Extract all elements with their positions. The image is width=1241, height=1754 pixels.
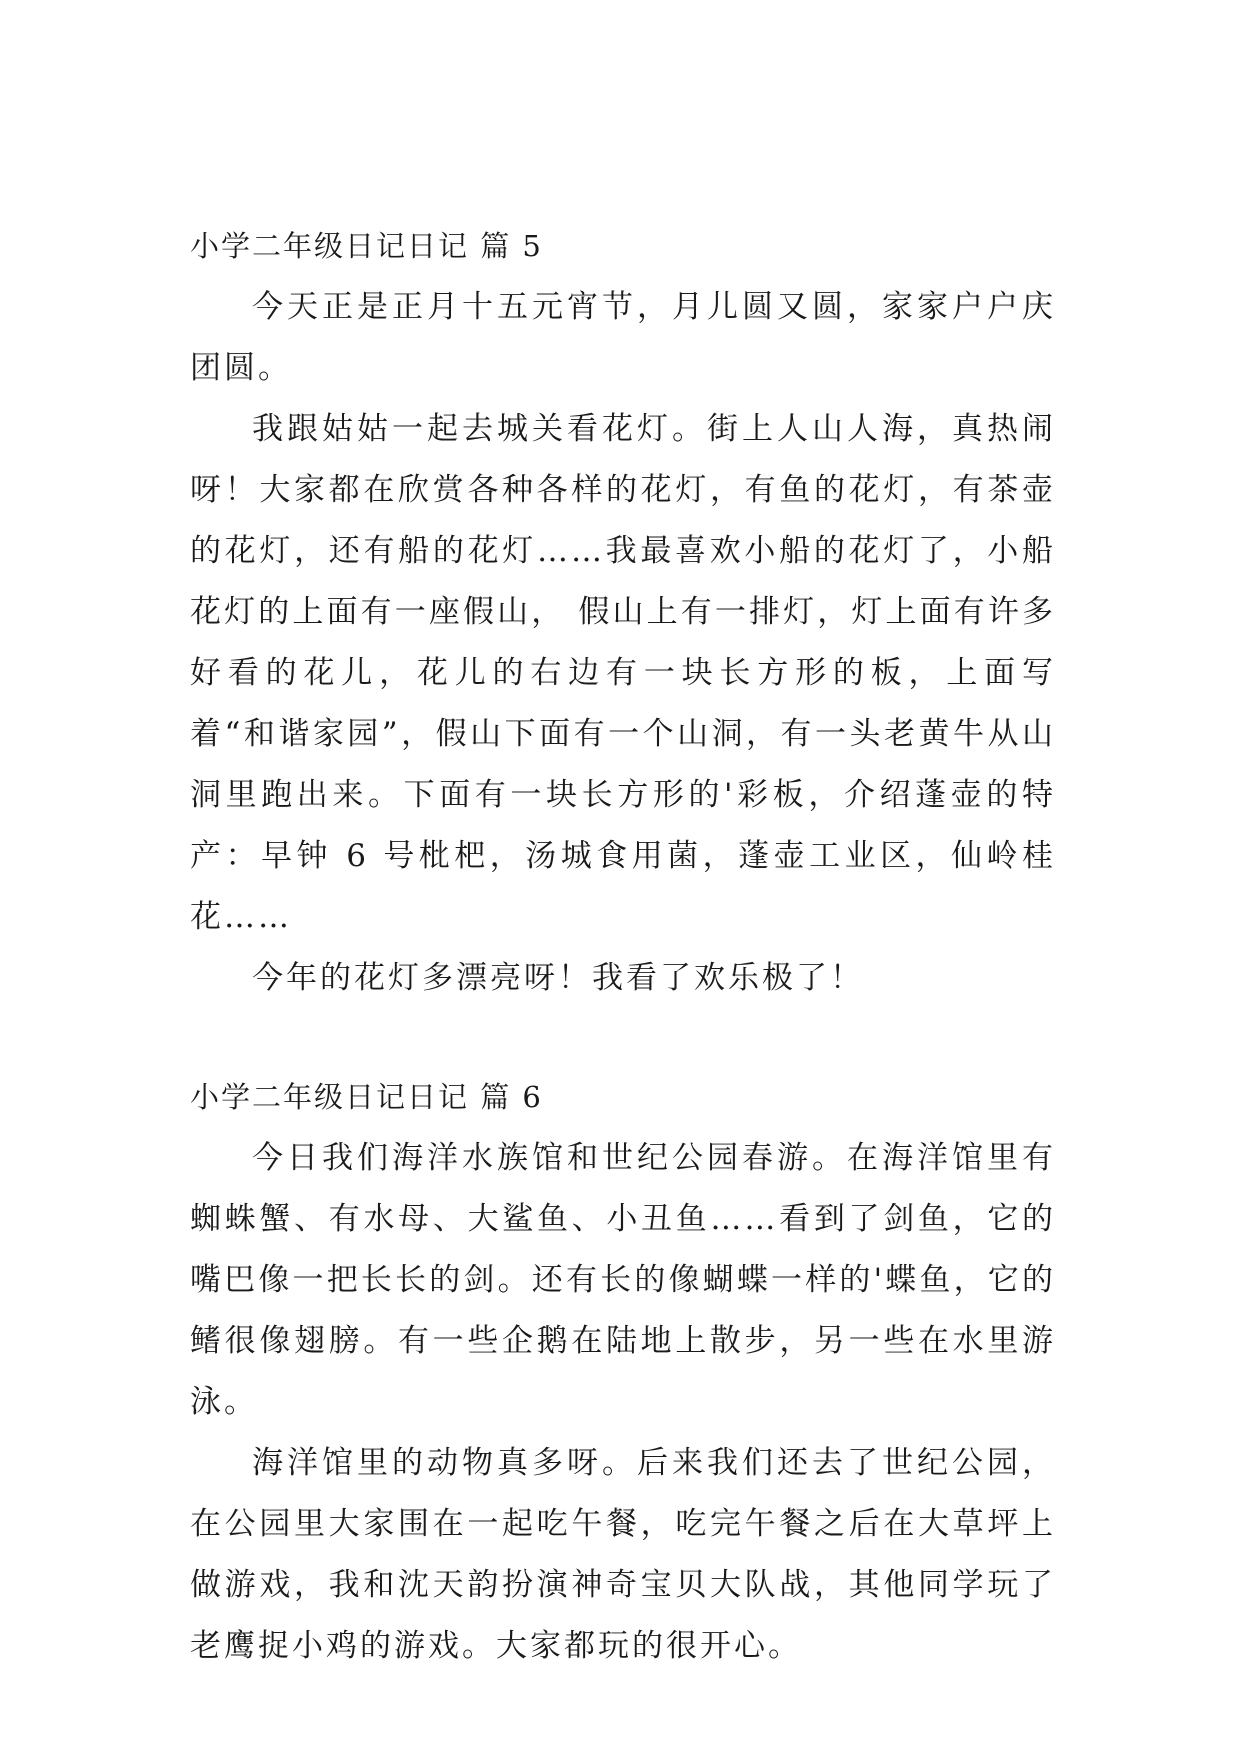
paragraph: 我跟姑姑一起去城关看花灯。街上人山人海，真热闹呀！大家都在欣赏各种各样的花灯，有鱼的花灯，有茶壶的花灯，还有船的花灯……我最喜欢小船的花灯了，小船花灯的上面有一座假山， 假山上有一排灯，灯上面有许多好看的花儿，花儿的右边有一块长方形的板，上面写着“和谐家园”，假山下面有一个山洞，有一头老黄牛从山洞里跑出来。下面有一块长方形的'彩板，介绍蓬壶的特产：早钟 6 号枇杷，汤城食用菌，蓬壶工业区，仙岭桂花…… — [190, 411, 1056, 935]
diary-section-6 — [190, 1067, 1056, 1677]
paragraph: 今天正是正月十五元宵节，月儿圆又圆，家家户户庆团圆。 — [190, 289, 1056, 386]
document-body — [190, 216, 1056, 1677]
paragraph: 海洋馆里的动物真多呀。后来我们还去了世纪公园，在公园里大家围在一起吃午餐，吃完午餐之后在大草坪上做游戏，我和沈天韵扮演神奇宝贝大队战，其他同学玩了老鹰捉小鸡的游戏。大家都玩的很开心。 — [190, 1445, 1056, 1664]
paragraph: 今年的花灯多漂亮呀！我看了欢乐极了！ — [252, 960, 864, 996]
section-title: 小学二年级日记日记 篇 5 — [190, 229, 543, 263]
paragraph: 今日我们海洋水族馆和世纪公园春游。在海洋馆里有蜘蛛蟹、有水母、大鲨鱼、小丑鱼……看到了剑鱼，它的嘴巴像一把长长的剑。还有长的像蝴蝶一样的'蝶鱼，它的鳍很像翅膀。有一些企鹅在陆地上散步，另一些在水里游泳。 — [190, 1140, 1056, 1420]
diary-section-5 — [190, 216, 1056, 1009]
section-title: 小学二年级日记日记 篇 6 — [190, 1080, 543, 1114]
